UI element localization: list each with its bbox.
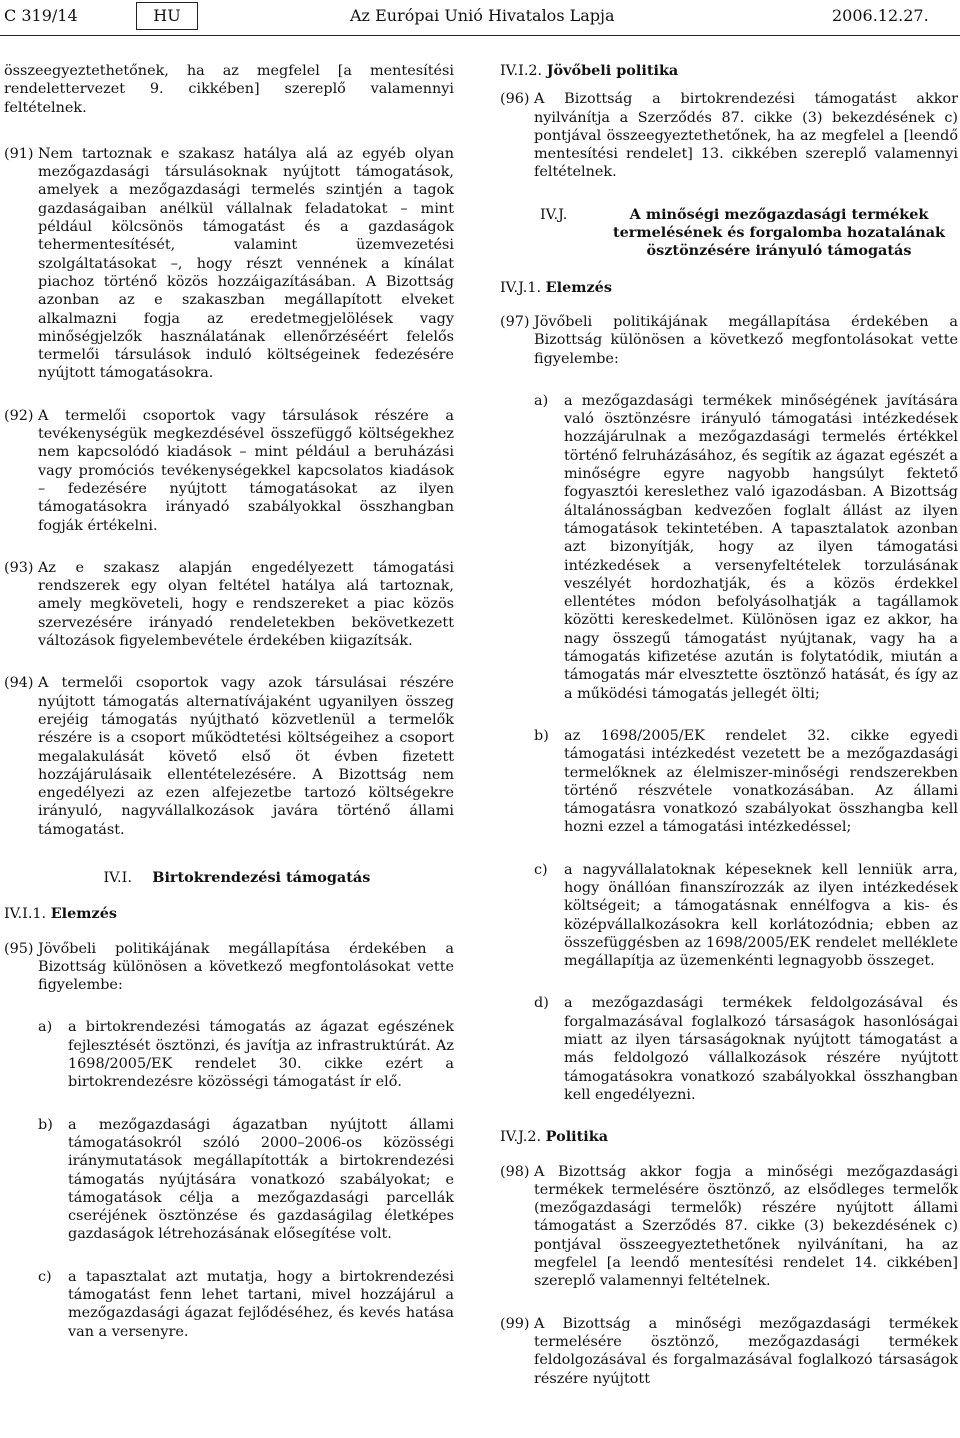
journal-title: Az Európai Unió Hivatalos Lapja: [350, 6, 615, 25]
item-text: a mezőgazdasági ágazatban nyújtott állami támogatásokról szóló 2000–2006-os közösségi iránymutatások megállapították a birtokrendezési támogatás nyújtására vonatkozó szabályokat; e támogatások célja a mezőgazdasági parcellák cseréjének ösztönzése és gazdaságilag életképes gazdaságok létrehozásának elősegítése volt.: [68, 1116, 454, 1243]
subsection-title: Elemzés: [50, 905, 117, 923]
paragraph-number: (95): [4, 940, 34, 957]
section-heading-iv-i: [4, 869, 454, 887]
list-item: [534, 392, 958, 703]
language-badge: HU: [136, 2, 198, 30]
subsection-number: IV.I.1.: [4, 906, 47, 923]
header-divider: [0, 35, 960, 36]
subsection-heading-iv-i-1: [4, 905, 454, 923]
item-label: d): [534, 995, 549, 1012]
paragraph-text: Jövőbeli politikájának megállapítása érdekében a Bizottság különösen a következő megfontolásokat vette figyelembe:: [38, 940, 454, 994]
section-title: Birtokrendezési támogatás: [152, 868, 371, 886]
paragraph-text: A termelői csoportok vagy azok társulásai részére nyújtott támogatás alternatívájaként ugyanilyen összeg erejéig támogatás nyújtható közvetlenül a termelők részére is a csoport működtetési költségeihez a csoport megalakulását követő első öt évben fizetett hozzájárulásaik ellentételezésére. A Bizottság nem engedélyezi az ezen alfejezetbe tartozó költségekre irányuló, nagyvállalkozások javára történő állami támogatást.: [38, 675, 454, 838]
paragraph-94: [4, 674, 454, 839]
section-number: IV.I.: [103, 869, 132, 886]
left-column: [4, 62, 454, 1365]
section-heading-iv-j: [500, 206, 958, 261]
paragraph-text: A Bizottság akkor fogja a minőségi mezőgazdasági termékek termelésére ösztönző, az elsődleges termelők (mezőgazdasági termelők) részére nyújtott állami támogatást a Szerződés 87. cikke (3) bekezdésének c) pontjával összeegyeztethetőnek nyilvánítani, ha az megfelel [a leendő mentesítési rendelet 14. cikkében] szereplő valamennyi feltételnek.: [534, 1163, 958, 1290]
subsection-title: Elemzés: [545, 278, 612, 296]
subsection-heading-iv-j-2: [500, 1128, 958, 1146]
paragraph-92: [4, 407, 454, 535]
subsection-title: Jövőbeli politika: [546, 62, 679, 79]
paragraph-97: [500, 313, 958, 368]
list-item: [38, 1116, 454, 1244]
list-item: [534, 994, 958, 1104]
item-label: b): [534, 727, 549, 744]
paragraph-number: (96): [500, 91, 530, 108]
page-number: C 319/14: [4, 6, 78, 25]
paragraph-96: [500, 90, 958, 181]
paragraph-91: [4, 145, 454, 383]
paragraph-number: (92): [4, 407, 34, 424]
item-text: a nagyvállalatoknak képeseknek kell lenniük arra, hogy önállóan finanszírozzák az ilyen intézkedések költségeit; a támogatásnak ennélfogva a kis- és középvállalkozásokra kell korlátozódnia; ebben az összefüggésben az 1698/2005/EK rendelet melléklete megállapítja az üzemenkénti legnagyobb összeget.: [564, 861, 958, 970]
section-number: IV.J.: [540, 206, 568, 223]
item-label: b): [38, 1116, 53, 1133]
subsection-title: Politika: [545, 1128, 609, 1146]
list-item: [534, 727, 958, 837]
list-item: [38, 1268, 454, 1341]
item-text: a mezőgazdasági termékek minőségének javítására való ösztönzésre irányuló támogatási intézkedések hozzájárulnak a mezőgazdasági termelés értékkel történő felruházásához, és segítik az ágazat egészét a minőségre egyre nagyobb hangsúlyt fektető fogyasztói kereslethez való igazodásban. A Bizottság általánosságban kedvezően foglalt állást az ilyen támogatások tekintetében. A tapasztalatok azonban azt bizonyítják, hogy az ilyen támogatási intézkedések a versenyfeltételek torzulásának veszélyét hordozhatják, és a közös érdekkel ellentétes módon befolyásolhatják a tagállamok közötti kereskedelmet. Különösen igaz ez akkor, ha nagy összegű támogatást nyújtanak, vagy ha a támogatás kifizetése azután is folytatódik, miután a támogatás már elvesztette ösztönző hatását, és így az a működési támogatás jellegét ölti;: [564, 392, 958, 702]
paragraph-95: [4, 940, 454, 995]
right-column: [500, 62, 958, 1412]
paragraph-text: Jövőbeli politikájának megállapítása érdekében a Bizottság különösen a következő megfontolásokat vette figyelembe:: [534, 313, 958, 367]
item-text: az 1698/2005/EK rendelet 32. cikke egyedi támogatási intézkedést vezetett be a mezőgazdasági termelőknek az élelmiszer-minőségi rendszerekben történő részvétele vonatkozásában. Az állami támogatásra vonatkozó szabályokat összhangba kell hozni ezzel a támogatási intézkedéssel;: [564, 727, 958, 836]
item-label: c): [38, 1268, 52, 1285]
paragraph-number: (91): [4, 145, 34, 162]
paragraph-text: Nem tartoznak e szakasz hatálya alá az egyéb olyan mezőgazdasági társulásoknak nyújtott támogatások, amelyek a mezőgazdasági termelés szintjén a tagok gazdaságaiban anélkül vállalnak feladatokat – mint például kölcsönös támogatást és a gazdaságok tehermentesítését, valamint üzemvezetési szolgáltatásokat –, hogy részt vennének a kínálat piachoz történő közös hozzáigazításában. A Bizottság azonban az e szakaszban megállapított elveket alkalmazni fogja az eredetmegjelölések vagy minőségjelzők használatának ellenőrzéséért felelős termelői társulások induló költségeinek fedezésére nyújtott támogatásokra.: [38, 145, 454, 382]
item-label: c): [534, 861, 548, 878]
item-text: a tapasztalat azt mutatja, hogy a birtokrendezési támogatást fenn lehet tartani, mivel hozzájárul a mezőgazdasági ágazat fejlődéséhez, és kevés hatása van a versenyre.: [68, 1268, 454, 1340]
paragraph-93: [4, 559, 454, 650]
publication-date: 2006.12.27.: [832, 6, 929, 25]
paragraph-text: A Bizottság a minőségi mezőgazdasági termékek termelésére ösztönző, mezőgazdasági termékek feldolgozásával és forgalmazásával foglalkozó társaságok részére nyújtott: [534, 1315, 958, 1387]
paragraph-number: (98): [500, 1163, 530, 1180]
paragraph-text: Az e szakasz alapján engedélyezett támogatási rendszerek egy olyan feltétel hatálya alá tartoznak, amely megköveteli, hogy e rendszereket a piac közös szervezésére irányadó rendeletekben bekövetkezett változások figyelembevétele érdekében kiigazítsák.: [38, 559, 454, 650]
paragraph-number: (99): [500, 1315, 530, 1332]
paragraph-text: A termelői csoportok vagy társulások részére a tevékenységük megkezdésével összefüggő költségekhez nem kapcsolódó kiadások – mint például a beruházási vagy promóciós tevékenységekkel kapcsolatos kiadások – fedezésére nyújtott támogatásokat az ilyen támogatásokra irányadó szabályokkal összhangban fogják értékelni.: [38, 407, 454, 534]
paragraph-97-items: [534, 392, 958, 1104]
subsection-number: IV.J.1.: [500, 279, 542, 296]
paragraph-95-items: [38, 1018, 454, 1340]
paragraph-number: (97): [500, 313, 530, 330]
subsection-number: IV.I.2.: [500, 63, 543, 79]
page-header: [0, 0, 960, 36]
item-text: a mezőgazdasági termékek feldolgozásával és forgalmazásával foglalkozó társaságok hasonlóságai miatt az ilyen társaságoknak nyújtott támogatást a más feldolgozó vállalkozások részére nyújtott támogatásokra vonatkozó szabályokkal összhangban kell engedélyezni.: [564, 995, 958, 1103]
paragraph-99: [500, 1315, 958, 1388]
paragraph-text: A Bizottság a birtokrendezési támogatást akkor nyilvánítja a Szerződés 87. cikke (3) bekezdésének c) pontjával összeegyeztethetőnek, ha az megfelel a [leendő mentesítési rendelet] 13. cikkében szereplő valamennyi feltételnek.: [534, 91, 958, 181]
intro-text: összeegyeztethetőnek, ha az megfelel [a mentesítési rendelettervezet 9. cikkében] szereplő valamennyi feltételnek.: [4, 63, 454, 116]
item-label: a): [38, 1019, 53, 1036]
section-title: A minőségi mezőgazdasági termékek termelésének és forgalomba hozatalának ösztönzésére irányuló támogatás: [612, 205, 946, 260]
paragraph-98: [500, 1163, 958, 1291]
subsection-heading-iv-j-1: [500, 279, 958, 297]
paragraph-number: (94): [4, 675, 34, 692]
paragraph-number: (93): [4, 559, 34, 576]
subsection-heading-iv-i-2: [500, 62, 958, 80]
list-item: [534, 861, 958, 971]
item-label: a): [534, 392, 549, 409]
item-text: a birtokrendezési támogatás az ágazat egészének fejlesztését ösztönzi, és javítja az infrastruktúrát. Az 1698/2005/EK rendelet 30. cikke ezért a birtokrendezésre közösségi támogatást ír elő.: [68, 1019, 454, 1091]
list-item: [38, 1018, 454, 1091]
subsection-number: IV.J.2.: [500, 1129, 542, 1146]
